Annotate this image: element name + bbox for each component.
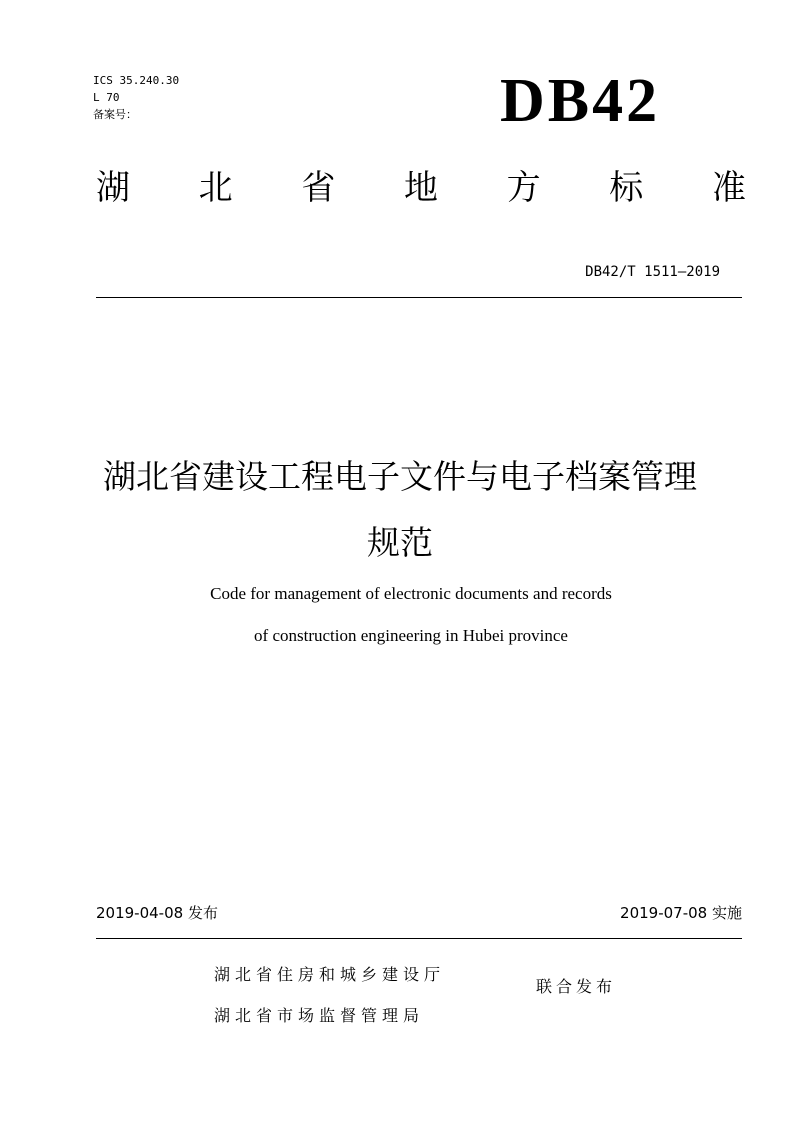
standard-type-char: 省 bbox=[301, 168, 336, 208]
standard-type-char: 北 bbox=[198, 168, 233, 208]
classification-block bbox=[93, 72, 179, 123]
document-title-line-2: 规范 bbox=[367, 523, 433, 562]
implementation-date: 2019-07-08 实施 bbox=[620, 904, 742, 922]
standard-code-mark: DB42 bbox=[500, 67, 661, 135]
ics-code: ICS 35.240.30 bbox=[93, 74, 180, 87]
standard-type-char: 方 bbox=[506, 168, 541, 208]
issuer-market-regulation-bureau: 湖北省市场监督管理局 bbox=[214, 1006, 425, 1025]
issue-date: 2019-04-08 发布 bbox=[96, 904, 218, 922]
standard-number: DB42/T 1511—2019 bbox=[585, 264, 720, 280]
standard-type-char: 准 bbox=[711, 168, 746, 208]
standard-type-char: 地 bbox=[403, 168, 438, 208]
standard-type-char: 湖 bbox=[96, 168, 130, 208]
filing-number-label: 备案号： bbox=[93, 108, 137, 121]
class-code: L 70 bbox=[93, 91, 120, 104]
issuer-housing-department: 湖北省住房和城乡建设厅 bbox=[214, 965, 446, 984]
english-title-line-2: of construction engineering in Hubei province bbox=[254, 626, 568, 645]
footer-divider bbox=[96, 938, 742, 939]
joint-release-label: 联合发布 bbox=[536, 977, 617, 996]
standard-type-char: 标 bbox=[609, 168, 644, 208]
english-title-line-1: Code for management of electronic documents and records bbox=[210, 584, 612, 603]
header-divider bbox=[96, 297, 742, 298]
document-title-line-1: 湖北省建设工程电子文件与电子档案管理 bbox=[103, 457, 697, 496]
standard-type-heading bbox=[96, 164, 746, 212]
